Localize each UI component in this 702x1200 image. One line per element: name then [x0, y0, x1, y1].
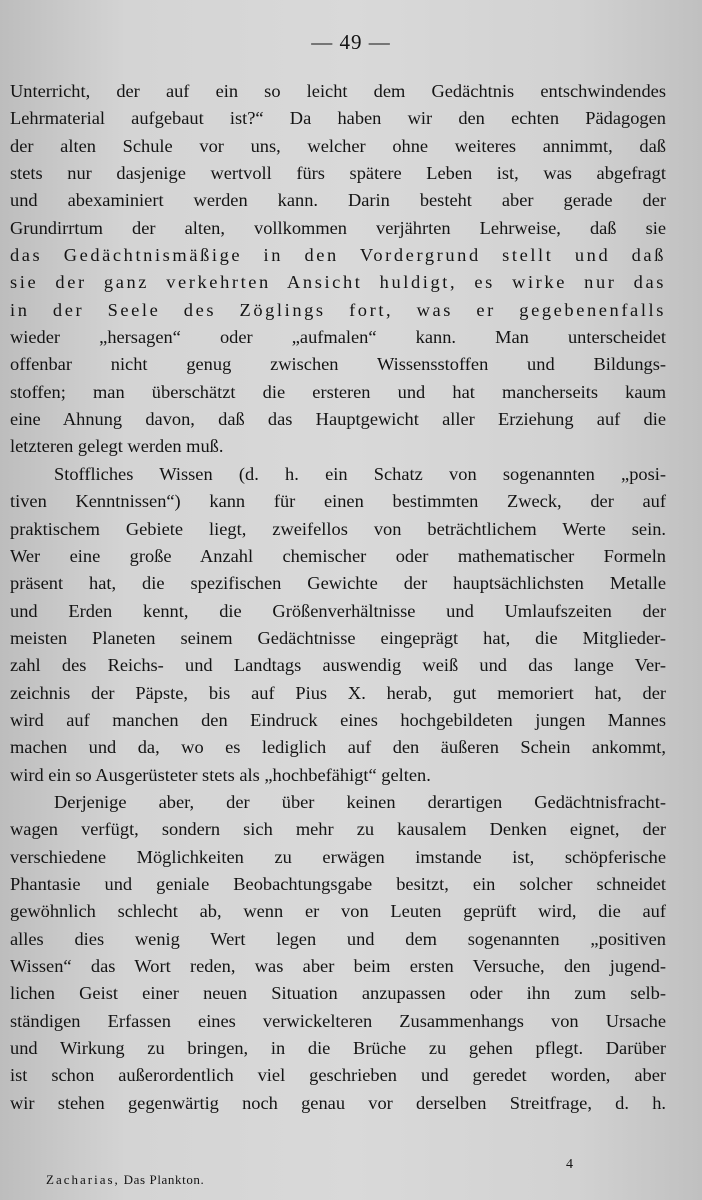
footer-running-title [46, 1172, 204, 1188]
text-line: das Gedächtnismäßige in den Vordergrund stellt und daß [10, 245, 666, 266]
text-line: sie der ganz verkehrten Ansicht huldigt, es wirke nur das [10, 272, 666, 293]
text-line: und abexaminiert werden kann. Darin besteht aber gerade der [10, 190, 666, 211]
footer-author: Zacharias, [46, 1172, 120, 1187]
signature-mark: 4 [566, 1157, 573, 1172]
text-line: Stoffliches Wissen (d. h. ein Schatz von sogenannten „posi- [54, 463, 666, 484]
text-line: wird ein so Ausgerüsteter stets als „hochbefähigt“ gelten. [10, 764, 431, 785]
text-line: ist schon außerordentlich viel geschrieben und geredet worden, aber [10, 1065, 666, 1086]
text-line: in der Seele des Zöglings fort, was er gegebenenfalls [10, 299, 666, 320]
text-line: Phantasie und geniale Beobachtungsgabe besitzt, ein solcher schneidet [10, 873, 666, 894]
text-line: wir stehen gegenwärtig noch genau vor derselben Streitfrage, d. h. [10, 1092, 666, 1113]
text-line: Unterricht, der auf ein so leicht dem Gedächtnis entschwindendes [10, 81, 666, 101]
text-line: alles dies wenig Wert legen und dem sogenannten „positiven [10, 928, 666, 949]
text-line: stets nur dasjenige wertvoll fürs spätere Leben ist, was abgefragt [10, 163, 666, 184]
text-line: wagen verfügt, sondern sich mehr zu kausalem Denken eignet, der [10, 819, 666, 840]
text-line: wird auf manchen den Eindruck eines hochgebildeten jungen Mannes [10, 709, 666, 730]
text-line: eine Ahnung davon, daß das Hauptgewicht aller Erziehung auf die [10, 409, 666, 430]
text-line: präsent hat, die spezifischen Gewichte der hauptsächlichsten Metalle [10, 573, 666, 594]
footer-title: Das Plankton. [123, 1172, 205, 1187]
text-line: und Erden kennt, die Größenverhältnisse und Umlaufszeiten der [10, 600, 666, 621]
text-line: meisten Planeten seinem Gedächtnisse eingeprägt hat, die Mitglieder- [10, 627, 666, 648]
text-line: gewöhnlich schlecht ab, wenn er von Leuten geprüft wird, die auf [10, 901, 666, 922]
text-line: offenbar nicht genug zwischen Wissensstoffen und Bildungs- [10, 354, 666, 375]
text-line: Wer eine große Anzahl chemischer oder mathematischer Formeln [10, 545, 666, 566]
text-line: letzteren gelegt werden muß. [10, 436, 224, 457]
text-line: zeichnis der Päpste, bis auf Pius X. herab, gut memoriert hat, der [10, 682, 666, 703]
text-line: und Wirkung zu bringen, in die Brüche zu gehen pflegt. Darüber [10, 1038, 666, 1059]
text-line: stoffen; man überschätzt die ersteren und hat mancherseits kaum [10, 381, 666, 402]
text-line: ständigen Erfassen eines verwickelteren Zusammenhangs von Ursache [10, 1010, 666, 1031]
text-line: Wissen“ das Wort reden, was aber beim ersten Versuche, den jugend- [10, 956, 666, 976]
text-line: praktischem Gebiete liegt, zweifellos von beträchtlichem Werte sein. [10, 518, 666, 539]
text-line: Derjenige aber, der über keinen derartigen Gedächtnisfracht- [54, 791, 666, 812]
text-line: zahl des Reichs- und Landtags auswendig weiß und das lange Ver- [10, 655, 666, 676]
body-text [10, 78, 666, 1117]
text-line: tiven Kenntnissen“) kann für einen bestimmten Zweck, der auf [10, 491, 666, 512]
text-line: Lehrmaterial aufgebaut ist?“ Da haben wir den echten Pädagogen [10, 108, 666, 129]
text-line: verschiedene Möglichkeiten zu erwägen imstande ist, schöpferische [10, 846, 666, 867]
text-line: machen und da, wo es lediglich auf den äußeren Schein ankommt, [10, 737, 666, 758]
text-line: wieder „hersagen“ oder „aufmalen“ kann. Man unterscheidet [10, 327, 666, 348]
text-line: Grundirrtum der alten, vollkommen verjährten Lehrweise, daß sie [10, 217, 666, 238]
text-line: lichen Geist einer neuen Situation anzupassen oder ihn zum selb- [10, 983, 666, 1004]
page-number: — 49 — [311, 30, 391, 54]
text-line: der alten Schule vor uns, welcher ohne weiteres annimmt, daß [10, 135, 666, 156]
